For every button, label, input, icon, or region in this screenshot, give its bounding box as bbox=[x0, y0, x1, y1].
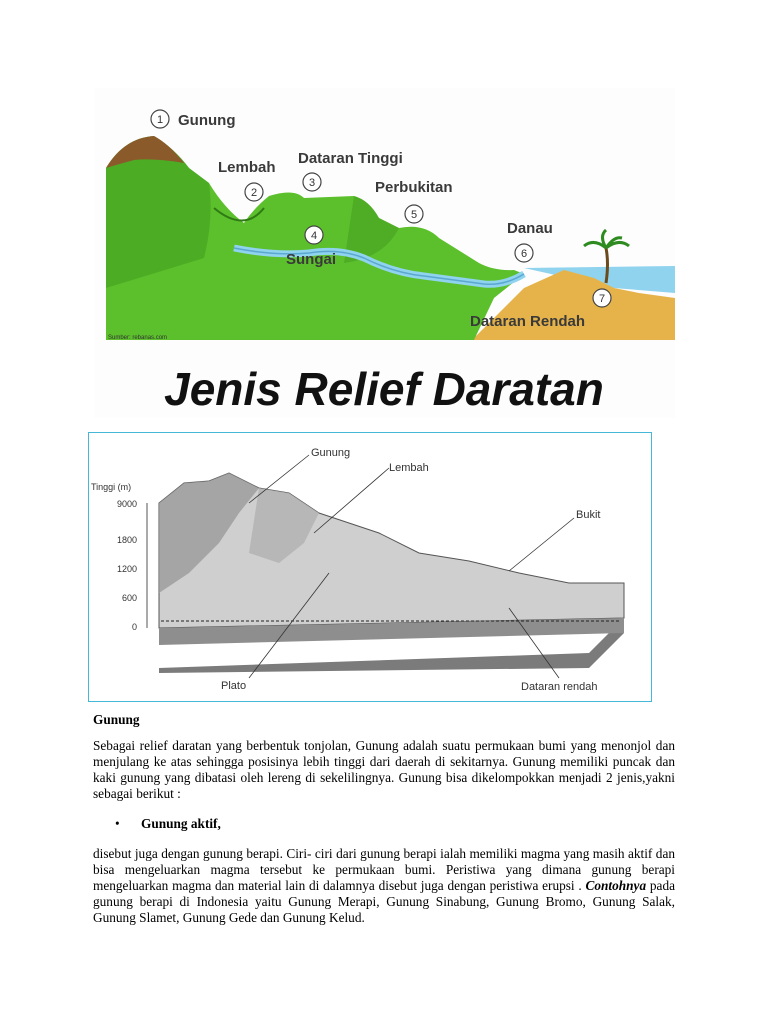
terrain-block bbox=[159, 473, 624, 673]
axis-title: Tinggi (m) bbox=[91, 482, 132, 492]
elevation-axis bbox=[91, 482, 147, 632]
relief-illustration bbox=[94, 88, 675, 418]
paragraph-intro: Sebagai relief daratan yang berbentuk tonjolan, Gunung adalah suatu permukaan bumi yang menonjol dan menjulang ke atas sehingga posisinya lebih tinggi dari daerah di sekitarnya. Gunung memiliki puncak dan kaki gunung yang dibatasi oleh lereng di sekelilingnya. Gunung bisa dikelompokkan menjadi 2 jenis,yakni sebagai berikut : bbox=[93, 738, 675, 801]
label-text: Dataran Tinggi bbox=[298, 150, 403, 167]
callout-label: Bukit bbox=[576, 509, 601, 521]
callout-label: Plato bbox=[221, 680, 247, 692]
tick-label: 0 bbox=[131, 622, 137, 632]
bullet-item bbox=[93, 816, 675, 832]
paragraph-text: pada gunung berapi di Indonesia yaitu Gunung Merapi, Gunung Sinabung, Gunung Bromo, Gunung Salak, Gunung Slamet, Gunung Gede dan Gunung Kelud. bbox=[93, 878, 675, 925]
bullet-label: Gunung aktif, bbox=[141, 816, 221, 831]
relief-block-diagram-svg bbox=[89, 433, 650, 700]
label-text: Dataran Rendah bbox=[470, 313, 586, 330]
label-number: 1 bbox=[156, 114, 164, 126]
label-number: 2 bbox=[250, 187, 258, 199]
section-heading: Gunung bbox=[93, 712, 140, 727]
label-number: 6 bbox=[520, 248, 528, 260]
tick-label: 1800 bbox=[116, 535, 137, 545]
bullet-dot: • bbox=[115, 816, 120, 831]
label-number: 4 bbox=[310, 230, 318, 242]
image-source-credit: Sumber: rebanas.com bbox=[108, 335, 168, 341]
label-text: Lembah bbox=[218, 159, 276, 176]
tick-label: 9000 bbox=[116, 499, 137, 509]
figure-title: Jenis Relief Daratan bbox=[164, 363, 604, 415]
callout-label: Dataran rendah bbox=[521, 681, 598, 693]
paragraph-text: disebut juga dengan gunung berapi. Ciri- ciri dari gunung berapi ialah memiliki magma yang masih aktif dan bisa mengeluarkan magma tersebut ke permukaan bumi. Peristiwa yang dimana gunung berapi mengeluarkan magma dan material lain di dalamnya disebut juga dengan peristiwa erupsi . bbox=[93, 846, 675, 893]
tick-label: 600 bbox=[121, 593, 137, 603]
label-number: 3 bbox=[308, 177, 316, 189]
label-text: Perbukitan bbox=[375, 179, 453, 196]
label-number: 7 bbox=[598, 293, 606, 305]
relief-illustration-svg bbox=[94, 88, 675, 418]
callout-label: Gunung bbox=[311, 447, 351, 459]
label-text: Sungai bbox=[286, 251, 337, 268]
article-body bbox=[93, 712, 675, 940]
paragraph-gunung-aktif bbox=[93, 846, 675, 926]
label-gunung bbox=[151, 110, 235, 129]
callout-label: Lembah bbox=[389, 462, 429, 474]
label-number: 5 bbox=[410, 209, 418, 221]
callout-bukit bbox=[509, 509, 600, 571]
label-text: Danau bbox=[507, 220, 553, 237]
label-text: Gunung bbox=[178, 112, 236, 129]
emphasis-text: Contohnya bbox=[585, 878, 647, 893]
tick-label: 1200 bbox=[116, 564, 137, 574]
relief-block-diagram bbox=[88, 432, 652, 702]
